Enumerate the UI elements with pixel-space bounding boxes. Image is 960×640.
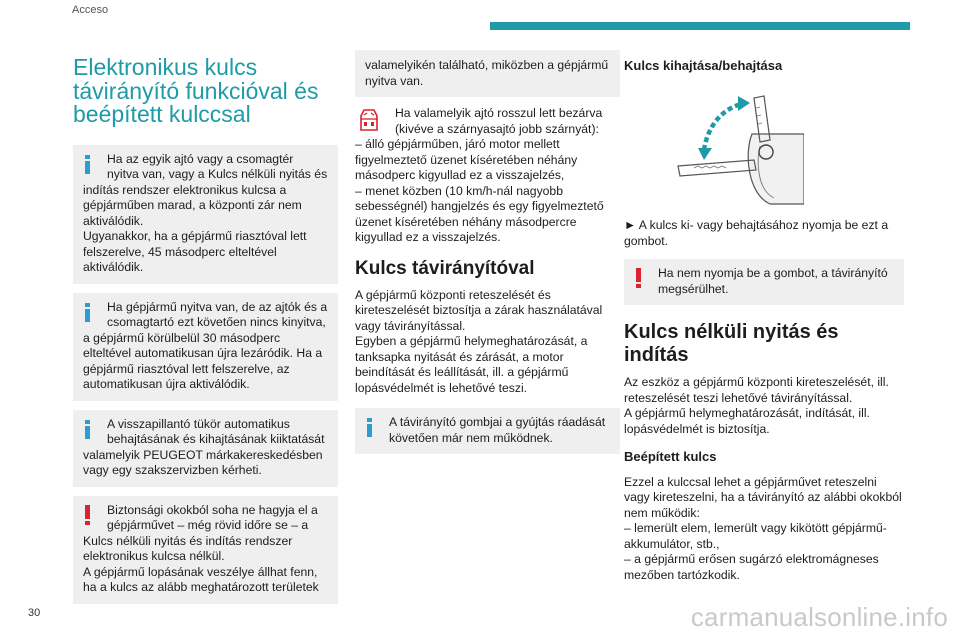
builtin-list-item: – lemerült elem, lemerült vagy kikötött gépjármű-akkumulátor, stb., <box>624 521 887 551</box>
warning-box-text: Kulcs nélküli nyitás és indítás rendszer elektronikus kulcsa nélkül. <box>83 533 293 563</box>
warning-icon <box>85 505 90 525</box>
page-number: 30 <box>28 607 41 619</box>
column-middle <box>355 50 620 463</box>
info-box-text: valamelyik PEUGEOT márkakereskedésben vagy egy szakszervizben kérheti. <box>83 447 323 477</box>
remote-description <box>355 288 620 397</box>
door-alarm-block <box>355 106 620 246</box>
info-box-ignition <box>355 408 620 454</box>
section-header: Acceso <box>72 4 109 16</box>
info-box-door-open <box>73 145 338 284</box>
bullet-arrow-icon: ► <box>624 218 637 232</box>
column-left <box>73 50 338 613</box>
warning-box-continued <box>355 50 620 97</box>
info-box-text: Ha az egyik ajtó vagy a csomagtér nyitva van, vagy a Kulcs nélküli nyitás és <box>107 151 328 181</box>
builtin-key-title: Beépített kulcs <box>624 449 717 464</box>
info-box-text: a gépjármű körülbelül 30 másodperc elteltével automatikusan újra lezáródik. Ha a gépjármű riasztóval lett felszerelve, az automatikusan újra aktiválódik. <box>83 330 323 391</box>
warning-box-security <box>73 496 338 604</box>
door-alarm-line: – menet közben (10 km/h-nál nagyobb sebességnél) hangjelzés és egy figyelmeztető üzenet kíséretében néhány másodpercre kigyullad ez a visszajelzés. <box>355 183 604 244</box>
fold-title: Kulcs kihajtása/behajtása <box>624 58 783 73</box>
remote-paragraph: A gépjármű központi reteszelését és kireteszelését biztosítja a zárak használatával vagy távirányítással. <box>355 287 603 333</box>
warning-box-text: Biztonsági okokból soha ne hagyja el a gépjárművet – még rövid időre se – a <box>107 502 318 532</box>
door-alarm-text: Ha valamelyik ajtó rosszul lett bezárva (kivéve a szárnyasajtó jobb szárnyát): <box>395 106 603 136</box>
builtin-paragraph: Ezzel a kulccsal lehet a gépjárművet reteszelni vagy kireteszelni, ha a távirányító az alábbi okokból nem működik: <box>624 474 902 520</box>
info-box-text: Ugyanakkor, ha a gépjármű riasztóval lett felszerelve, 45 másodperc elteltével aktiválódik. <box>83 229 307 274</box>
warning-box-text: valamelyikén található, miközben a gépjármű nyitva van. <box>365 58 609 88</box>
info-box-text: A visszapillantó tükör automatikus behajtásának és kihajtásának kiiktatását <box>107 416 325 446</box>
builtin-key-description <box>624 475 904 584</box>
info-icon <box>85 420 90 439</box>
watermark: carmanualsonline.info <box>690 602 948 632</box>
column-right <box>624 50 904 583</box>
section-title-keyless: Kulcs nélküli nyitás és indítás <box>624 321 839 366</box>
info-box-relock <box>73 293 338 401</box>
info-icon <box>367 418 372 437</box>
info-box-text: A távirányító gombjai a gyújtás ráadását követően már nem működnek. <box>389 415 606 445</box>
section-title-remote: Kulcs távirányítóval <box>355 257 535 279</box>
info-icon <box>85 155 90 174</box>
warning-icon <box>636 268 641 288</box>
header-accent-bar <box>490 22 910 30</box>
remote-paragraph: Egyben a gépjármű helymeghatározását, a tanksapka nyitását és zárását, a motor beindítását és leállítását, ill. a gépjármű lopásvédelmét is lehetővé teszi. <box>355 334 588 395</box>
builtin-list-item: – a gépjármű erősen sugárzó elektromágneses mezőben tartózkodik. <box>624 552 879 582</box>
info-box-mirror <box>73 410 338 487</box>
door-alarm-line: – álló gépjárműben, járó motor mellett figyelmeztető üzenet kíséretében néhány másodperc kigyullad ez a visszajelzés, <box>355 137 578 182</box>
page-title: Elektronikus kulcs távirányító funkcióval és beépített kulccsal <box>73 54 319 127</box>
warning-box-button <box>624 259 904 305</box>
keyless-description <box>624 375 904 437</box>
info-box-text: Ha gépjármű nyitva van, de az ajtók és a csomagtartó ezt követően nincs kinyitva, <box>107 299 328 329</box>
door-alarm-icon <box>355 106 383 134</box>
info-box-text: indítás rendszer elektronikus kulcsa a gépjárműben marad, a központi zár nem aktiválódik. <box>83 182 302 228</box>
fold-instruction-text: A kulcs ki- vagy behajtásához nyomja be ezt a gombot. <box>624 218 889 248</box>
keyless-paragraph: A gépjármű helymeghatározását, indítását, ill. lopásvédelmét is biztosítja. <box>624 406 870 436</box>
key-fold-illustration <box>674 94 804 206</box>
warning-box-text: A gépjármű lopásának veszélye állhat fenn, ha a kulcs az alább meghatározott területek <box>83 564 319 594</box>
info-icon <box>85 303 90 322</box>
keyless-paragraph: Az eszköz a gépjármű központi kireteszelését, ill. reteszelését teszi lehetővé távirányítással. <box>624 375 889 405</box>
warning-box-text: Ha nem nyomja be a gombot, a távirányító megsérülhet. <box>658 266 888 296</box>
fold-instruction <box>624 218 904 249</box>
